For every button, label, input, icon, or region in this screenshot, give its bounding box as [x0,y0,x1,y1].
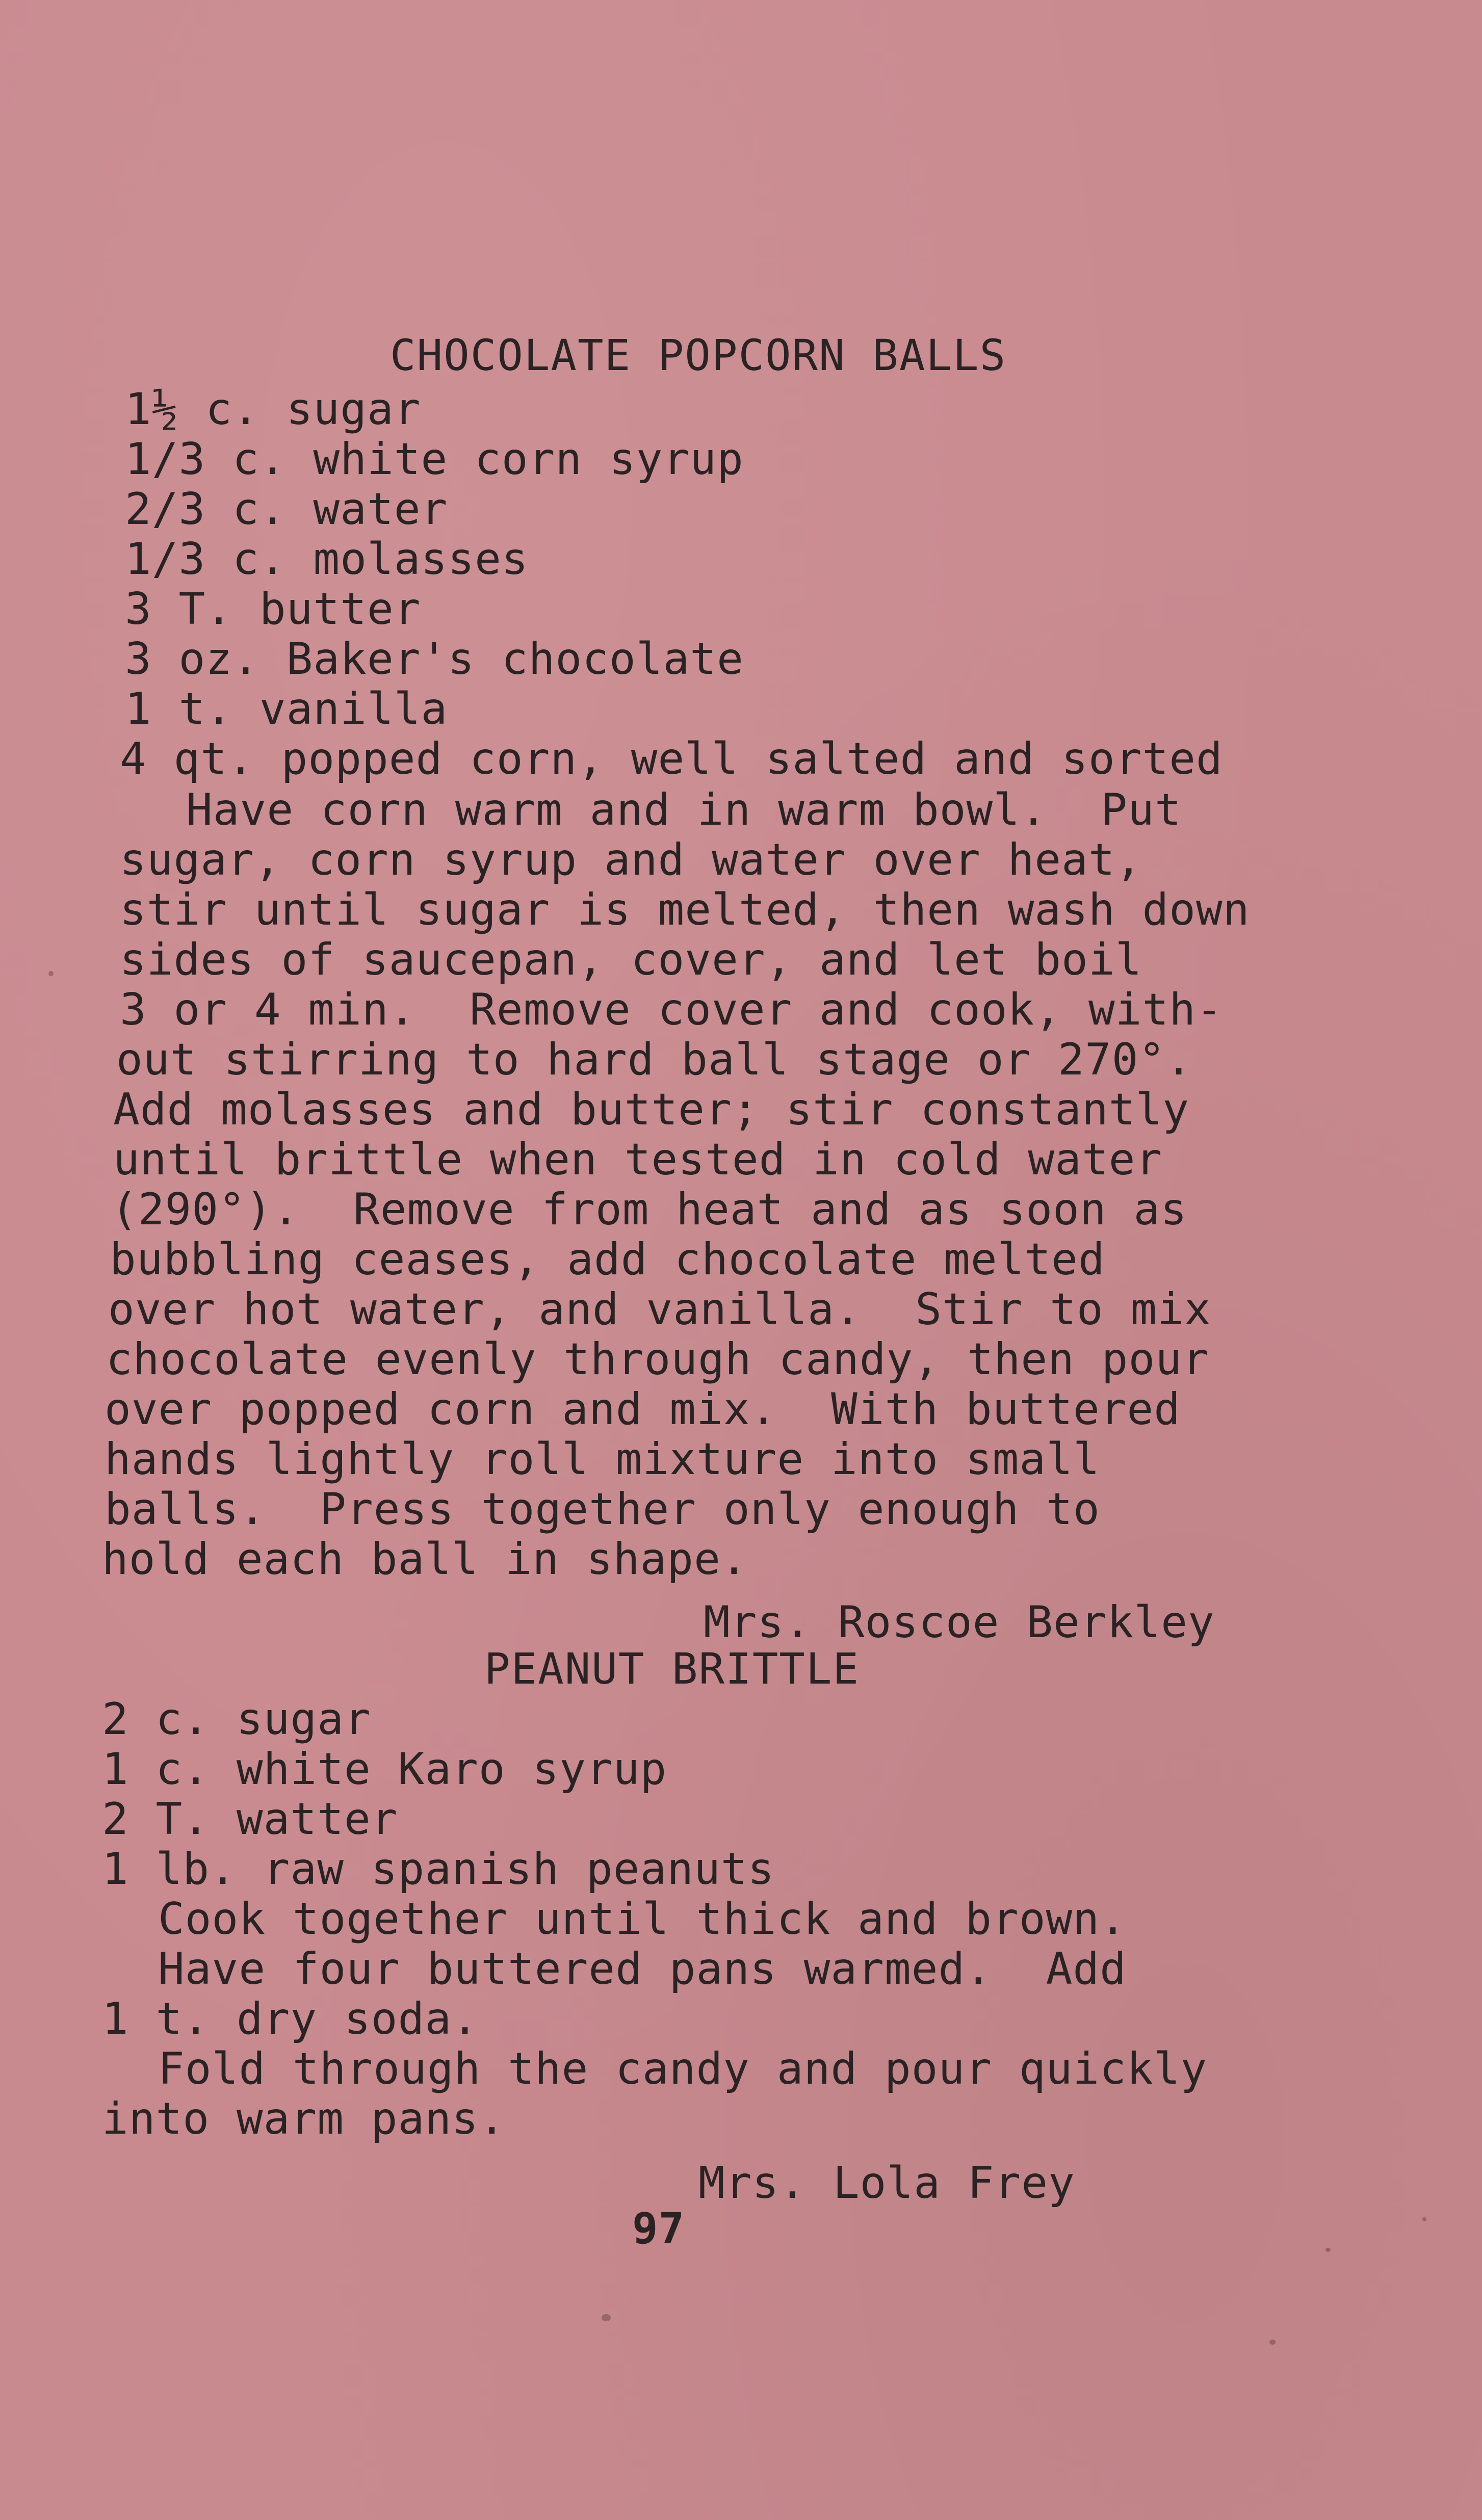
ingredient-line: 2 c. sugar [102,1694,371,1745]
ingredient-line: 1½ c. sugar [125,384,421,435]
instruction-line: sugar, corn syrup and water over heat, [120,834,1142,885]
paper-speck [1325,2248,1331,2252]
paper-speck [602,2314,611,2321]
instruction-line: balls. Press together only enough to [105,1484,1100,1535]
instruction-line: until brittle when tested in cold water [113,1134,1163,1185]
ingredient-line: 1 lb. raw spanish peanuts [102,1844,775,1895]
instruction-line: chocolate evenly through candy, then pour [106,1334,1209,1385]
instruction-line: Add molasses and butter; stir constantly [113,1084,1190,1135]
instruction-line: into warm pans. [102,2093,506,2144]
paper-speck [48,971,54,976]
ingredient-line: 2 T. watter [102,1794,398,1845]
instruction-line: 1 t. dry soda. [102,1993,479,2044]
instruction-line: sides of saucepan, cover, and let boil [120,934,1142,985]
instruction-line: stir until sugar is melted, then wash down [120,884,1250,935]
ingredient-line: 1/3 c. molasses [125,534,529,585]
paper-speck [1422,2217,1426,2221]
instruction-line: out stirring to hard ball stage or 270°. [116,1034,1193,1085]
instruction-line: Have four buttered pans warmed. Add [158,1944,1127,1994]
recipe-title-chocolate-popcorn-balls: CHOCOLATE POPCORN BALLS [390,330,1007,380]
ingredient-line: 3 T. butter [125,584,421,635]
instruction-line: bubbling ceases, add chocolate melted [110,1234,1105,1285]
instruction-line: over hot water, and vanilla. Stir to mix [108,1284,1211,1335]
ingredient-line: 3 oz. Baker's chocolate [125,634,744,685]
ingredient-line: 1 c. white Karo syrup [102,1744,667,1795]
ingredient-line: 4 qt. popped corn, well salted and sorted [120,733,1223,784]
recipe-title-peanut-brittle: PEANUT BRITTLE [484,1644,860,1694]
instruction-line: 3 or 4 min. Remove cover and cook, with- [120,984,1223,1035]
instruction-line: Have corn warm and in warm bowl. Put [186,784,1182,835]
instruction-line: hands lightly roll mixture into small [105,1434,1100,1485]
paper-speck [1269,2340,1276,2345]
contributor-signature: Mrs. Roscoe Berkley [704,1597,1215,1648]
instruction-line: over popped corn and mix. With buttered [105,1384,1181,1435]
ingredient-line: 2/3 c. water [125,484,448,535]
ingredient-line: 1/3 c. white corn syrup [125,434,744,485]
contributor-signature: Mrs. Lola Frey [698,2158,1075,2209]
ingredient-line: 1 t. vanilla [125,684,448,734]
instruction-line: (290°). Remove from heat and as soon as [111,1184,1188,1235]
page-number: 97 [632,2203,685,2253]
instruction-line: Cook together until thick and brown. [158,1894,1127,1945]
instruction-line: Fold through the candy and pour quickly [158,2043,1208,2094]
instruction-line: hold each ball in shape. [102,1534,748,1585]
